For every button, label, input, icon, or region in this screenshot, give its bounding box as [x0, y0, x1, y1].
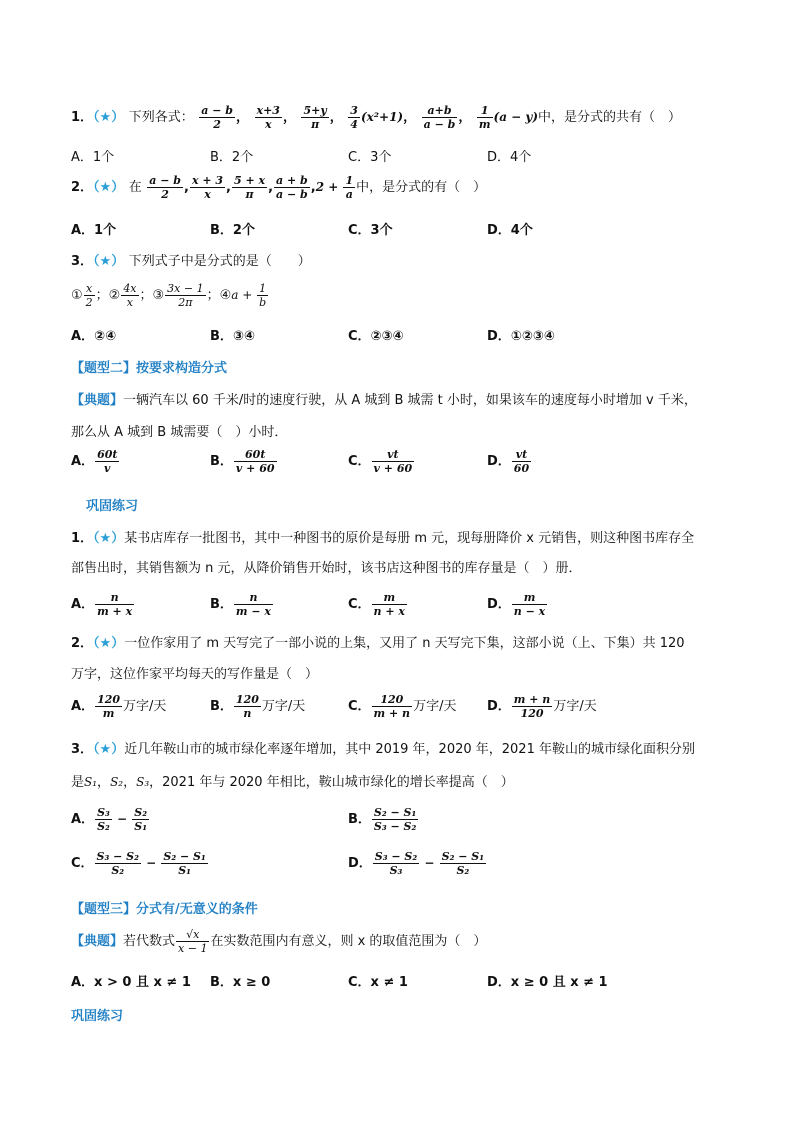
ex2-line2: 那么从 A 城到 B 城需要（ ）小时． — [71, 425, 288, 440]
q3-option-a[interactable]: A．②④ — [71, 329, 117, 344]
ex3-option-a[interactable]: A．x > 0 且 x ≠ 1 — [71, 975, 191, 990]
p1-option-b[interactable]: B． $\frac{n}{m - x}$ — [210, 591, 271, 618]
q2-stem: 2．（★） 在 $\frac{a - b}{2}$ , $\frac{x + 3}{x}$ , $\frac{5 + x}{\pi}$ , $\frac{a + b}{a - b}$ ,2 + $\frac{1}{a}$ 中，是分式的有（ ） — [71, 174, 487, 201]
q1-frac-1: $\frac{a - b}{2}$ — [201, 104, 233, 131]
ex2-option-a[interactable]: A． $\frac{60t}{v}$ — [71, 448, 118, 475]
q3-option-d[interactable]: D．①②③④ — [487, 329, 555, 344]
p2-line1: 2．（★）一位作家用了 m 天写完了一部小说的上集，又用了 n 天写完下集，这部小说（上、下集）共 120 — [71, 636, 685, 651]
p3-option-d[interactable]: D． $\frac{\text{S₃ − S₂}}{\text{S₃}}$ − $\frac{\text{S₂ − S₁}}{\text{S₂}}$ — [348, 850, 485, 877]
p2-option-a[interactable]: A． $\frac{120}{m}$ 万字/天 — [71, 693, 167, 720]
ex2-option-b[interactable]: B． $\frac{60t}{v + 60}$ — [210, 448, 275, 475]
q2-option-b[interactable]: B．2个 — [210, 223, 255, 238]
p2-option-b[interactable]: B． $\frac{120}{n}$ 万字/天 — [210, 693, 306, 720]
q3-option-b[interactable]: B．③④ — [210, 329, 255, 344]
p1-line2: 部售出时，其销售额为 n 元，从降价销售开始时，该书店这种图书的库存量是（ ）册． — [71, 561, 582, 576]
p1-option-c[interactable]: C． $\frac{m}{n + x}$ — [348, 591, 405, 618]
p2-option-d[interactable]: D． $\frac{m + n}{120}$ 万字/天 — [487, 693, 597, 720]
ex2-option-c[interactable]: C． $\frac{vt}{v + 60}$ — [348, 448, 413, 475]
p1-option-a[interactable]: A． $\frac{n}{m + x}$ — [71, 591, 133, 618]
ex3-option-b[interactable]: B．x ≥ 0 — [210, 975, 271, 990]
practice-label: 巩固练习 — [86, 499, 139, 514]
p2-option-c[interactable]: C． $\frac{120}{m + n}$ 万字/天 — [348, 693, 457, 720]
p2-line2: 万字，这位作家平均每天的写作量是（ ） — [71, 667, 319, 682]
q1-frac-2: $\frac{x+3}{x}$ — [256, 104, 280, 131]
p3-line2: 是S₁，S₂，S₃，2021 年与 2020 年相比，鞍山城市绿化的增长率提高（ ） — [71, 775, 514, 790]
section-title-3: 【题型三】分式有/无意义的条件 — [71, 902, 258, 917]
q1-frac-6: $\frac{1}{m}$ — [478, 104, 491, 131]
q1-frac-4: $\frac{3}{4}$ — [350, 104, 358, 131]
ex2-option-d[interactable]: D． $\frac{vt}{60}$ — [487, 448, 530, 475]
q1-option-d[interactable]: D．4个 — [487, 150, 532, 165]
ex3-fraction: $\frac{√x}{x - 1}$ — [178, 928, 208, 955]
p3-option-b[interactable]: B． $\frac{\text{S₂ − S₁}}{\text{S₃ − S₂}}$ — [348, 806, 417, 833]
q1-option-a[interactable]: A．1个 — [71, 150, 115, 165]
ex2-line1: 【典题】一辆汽车以 60 千米/时的速度行驶，从 A 城到 B 城需 t 小时，如果该车的速度每小时增加 v 千米， — [71, 393, 697, 408]
q3-option-c[interactable]: C．②③④ — [348, 329, 404, 344]
q3-expressions: ① $\frac{x}{2}$ ；② $\frac{4x}{x}$ ；③ $\frac{3x - 1}{2\pi}$ ；④a + $\frac{1}{b}$ — [71, 282, 267, 309]
practice-label-2: 巩固练习 — [71, 1009, 124, 1024]
ex3-stem: 【典题】若代数式 $\frac{√x}{x - 1}$ 在实数范围内有意义，则 x 的取值范围为（ ） — [71, 928, 487, 955]
q1-stem: 1．（★） 下列各式： $\frac{a - b}{2}$ ， $\frac{x+3}{x}$ ， $\frac{5+y}{\pi}$ ， $\frac{3}{4}$ (x²+1)， $\frac{a+b}{a - b}$ ， $\frac{1}{m}$ (a − y)中，是分式的共有（ ） — [71, 104, 682, 131]
q1-option-b[interactable]: B．2个 — [210, 150, 254, 165]
ex3-option-c[interactable]: C．x ≠ 1 — [348, 975, 408, 990]
ex3-option-d[interactable]: D．x ≥ 0 且 x ≠ 1 — [487, 975, 608, 990]
section-title-2: 【题型二】按要求构造分式 — [71, 361, 228, 376]
p3-option-c[interactable]: C． $\frac{\text{S₃ − S₂}}{\text{S₂}}$ − $\frac{\text{S₂ − S₁}}{\text{S₁}}$ — [71, 850, 206, 877]
q2-option-d[interactable]: D．4个 — [487, 223, 533, 238]
q1-option-c[interactable]: C．3个 — [348, 150, 392, 165]
p3-line1: 3．（★）近几年鞍山市的城市绿化率逐年增加，其中 2019 年，2020 年，2021 年鞍山的城市绿化面积分别 — [71, 742, 695, 757]
q2-option-a[interactable]: A．1个 — [71, 223, 117, 238]
p1-line1: 1．（★）某书店库存一批图书，其中一种图书的原价是每册 m 元，现每册降价 x 元销售，则这种图书库存全 — [71, 531, 695, 546]
q1-frac-5: $\frac{a+b}{a - b}$ — [423, 104, 456, 131]
p3-option-a[interactable]: A． $\frac{\text{S₃}}{\text{S₂}}$ − $\frac{\text{S₂}}{\text{S₁}}$ — [71, 806, 148, 833]
q3-stem: 3．（★） 下列式子中是分式的是（ ） — [71, 254, 311, 269]
q1-frac-3: $\frac{5+y}{\pi}$ — [303, 104, 327, 131]
q2-option-c[interactable]: C．3个 — [348, 223, 393, 238]
p1-option-d[interactable]: D． $\frac{m}{n - x}$ — [487, 591, 546, 618]
